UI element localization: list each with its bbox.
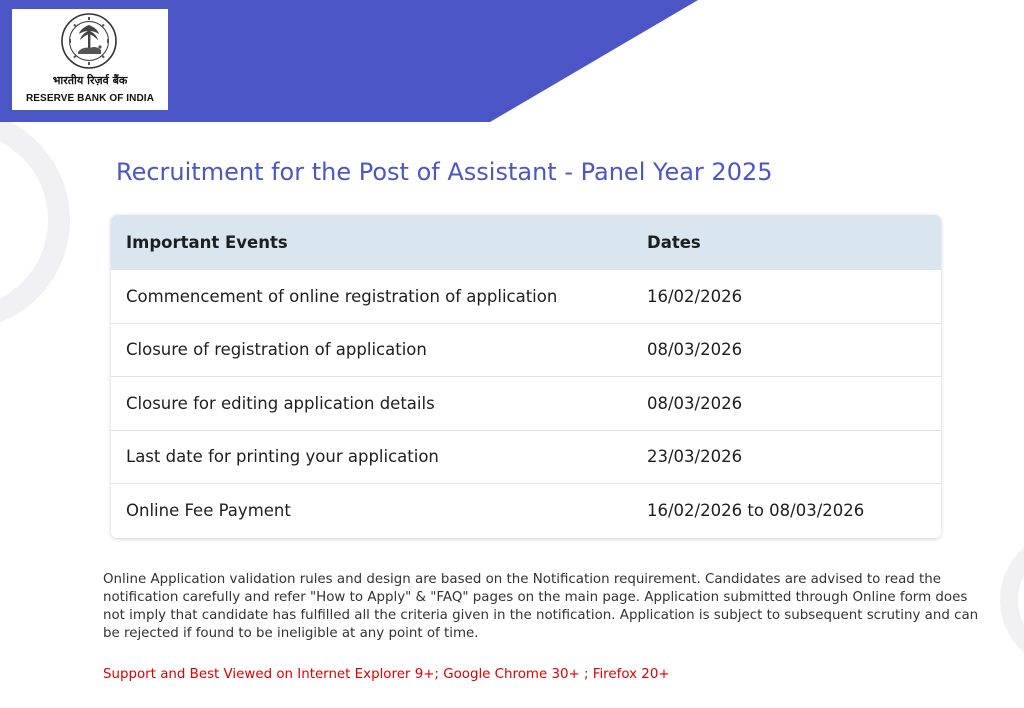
table-row: [111, 484, 941, 538]
logo-english-name: RESERVE BANK OF INDIA: [25, 93, 155, 104]
date-cell: 08/03/2026: [647, 393, 743, 413]
event-cell: Last date for printing your application: [126, 447, 439, 467]
logo-hindi-name: भारतीय रिज़र्व बैंक: [52, 74, 128, 87]
event-cell: Online Fee Payment: [126, 501, 291, 521]
decorative-circle-right: [1000, 530, 1024, 670]
date-cell: 16/02/2026 to 08/03/2026: [647, 501, 865, 521]
important-events-table: [111, 215, 941, 538]
event-cell: Closure for editing application details: [126, 393, 435, 413]
column-header-dates: Dates: [647, 233, 701, 252]
event-cell: Commencement of online registration of application: [126, 286, 558, 306]
rbi-seal-icon: [60, 12, 118, 70]
table-row: [111, 377, 941, 431]
rbi-logo[interactable]: [12, 9, 168, 110]
page-title: Recruitment for the Post of Assistant - Panel Year 2025: [116, 158, 773, 186]
date-cell: 08/03/2026: [647, 340, 743, 360]
table-row: [111, 324, 941, 378]
table-row: [111, 270, 941, 324]
table-header-row: [111, 215, 941, 270]
event-cell: Closure of registration of application: [126, 340, 427, 360]
column-header-events: Important Events: [126, 233, 288, 252]
date-cell: 16/02/2026: [647, 286, 743, 306]
table-row: [111, 431, 941, 485]
application-notice: Online Application validation rules and design are based on the Notification requirement. Candidates are advised to read the notification carefully and refer "How to Apply" & "FAQ" pages on the main page. Application submitted through Online form does not imply that candidate has fulfilled all the criteria given in the notification. Application is subject to subsequent scrutiny and can be rejected if found to be ineligible at any point of time.: [103, 572, 979, 641]
browser-support-note: Support and Best Viewed on Internet Explorer 9+; Google Chrome 30+ ; Firefox 20+: [103, 667, 670, 682]
decorative-circle-left: [0, 110, 70, 330]
date-cell: 23/03/2026: [647, 447, 743, 467]
